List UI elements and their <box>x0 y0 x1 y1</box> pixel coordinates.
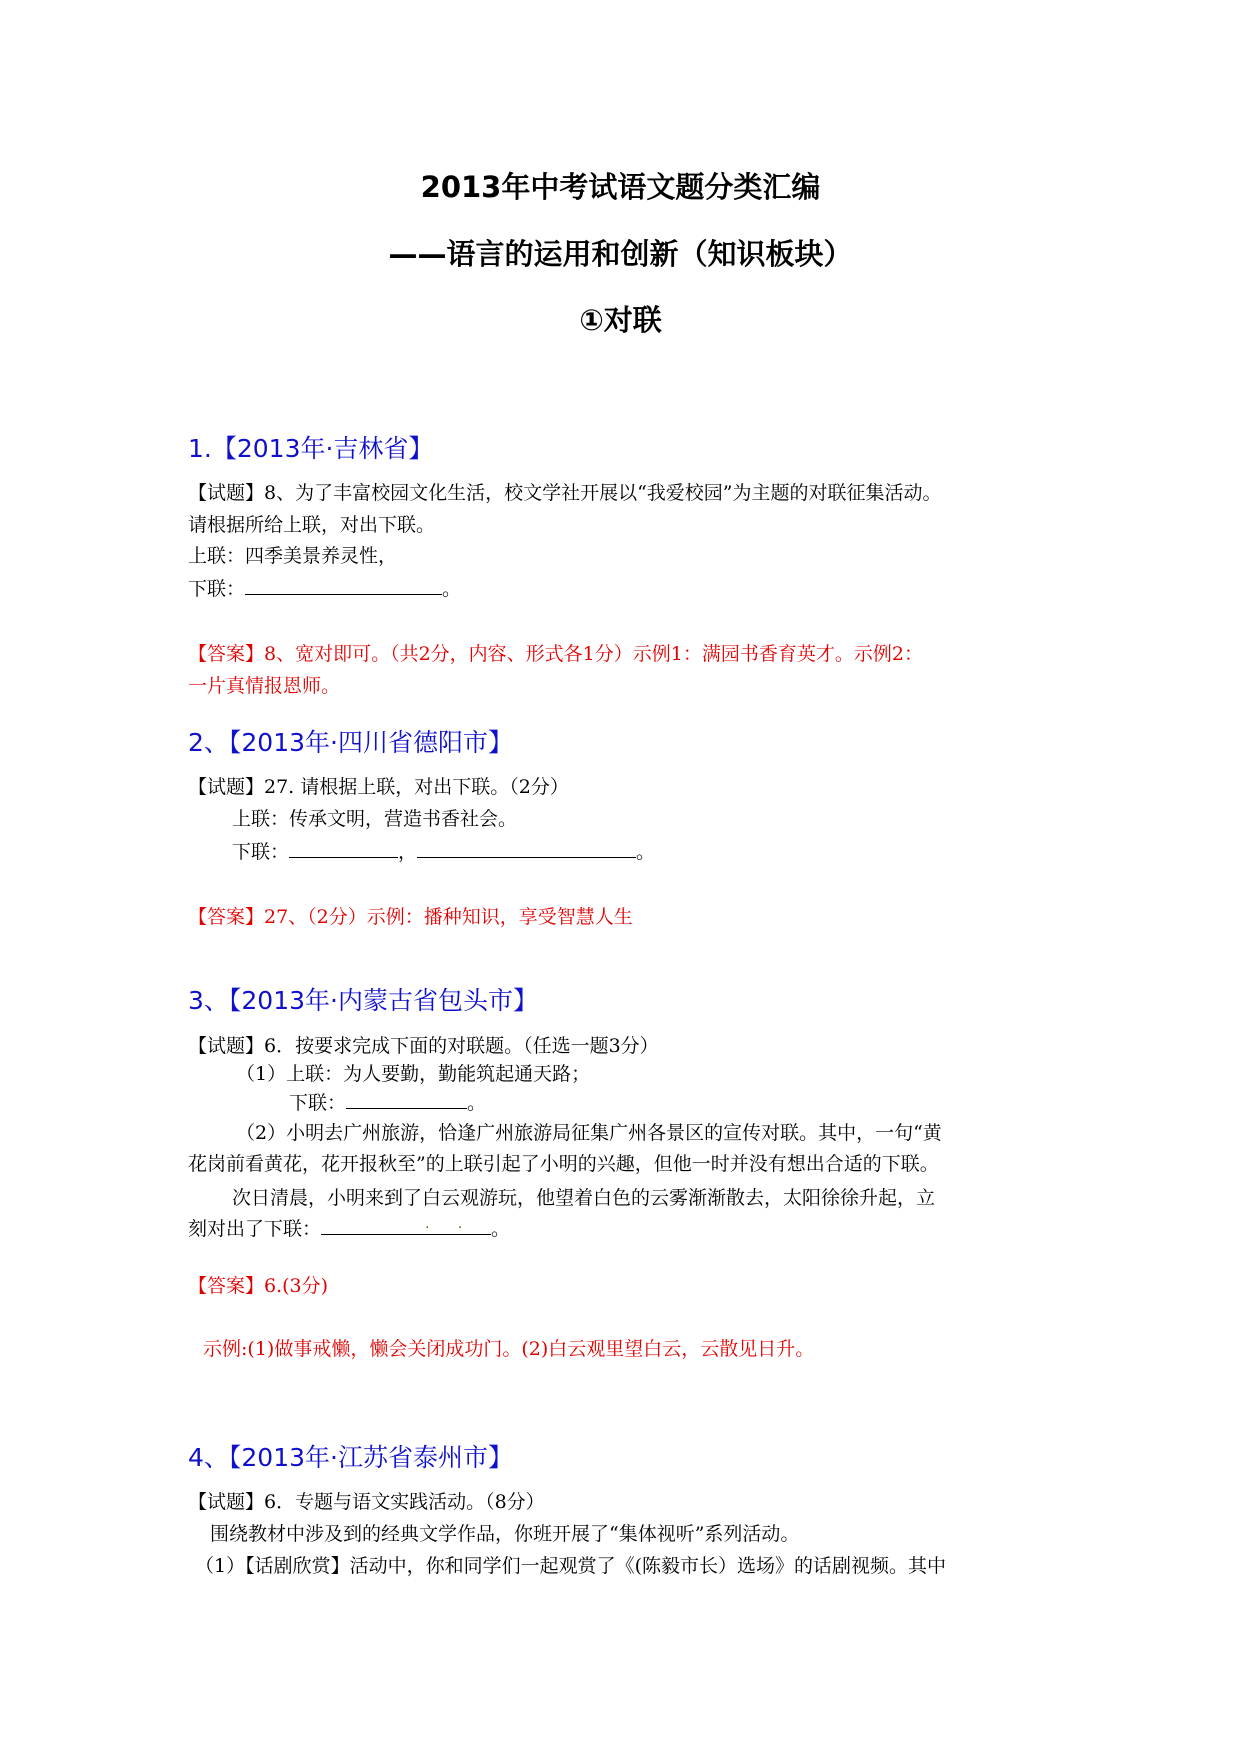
question-4-heading: 4、【2013年·江苏省泰州市】 <box>188 1443 513 1472</box>
answer-1-cont: 一片真情报恩师。 <box>188 675 341 697</box>
question-2-heading: 2、【2013年·四川省德阳市】 <box>188 728 513 757</box>
answer-blank <box>346 1090 467 1109</box>
lower-label: 下联： <box>232 841 290 863</box>
question-2-lower-couplet <box>232 839 655 864</box>
answer-3-example: 示例:(1)做事戒懒，懒会关闭成功门。(2)白云观里望白云，云散见日升。 <box>203 1338 815 1360</box>
question-1-upper-couplet: 上联：四季美景养灵性， <box>188 545 398 567</box>
question-3-sub2: （2）小明去广州旅游，恰逢广州旅游局征集广州各景区的宣传对联。其中，一句“黄 <box>236 1122 942 1144</box>
question-3-sub1-lower <box>289 1090 486 1115</box>
page-subtitle: ——语言的运用和创新（知识板块） <box>388 237 853 271</box>
question-1-text: 【试题】8、为了丰富校园文化生活，校文学社开展以“我爱校园”为主题的对联征集活动。 <box>188 482 942 504</box>
lower-label: 刻对出了下联： <box>188 1218 322 1240</box>
answer-1: 【答案】8、宽对即可。（共2分，内容、形式各1分）示例1：满园书香育英才。示例2： <box>188 643 923 665</box>
question-3-sub1: （1）上联：为人要勤，勤能筑起通天路； <box>236 1063 591 1085</box>
question-2-text: 【试题】27. 请根据上联，对出下联。（2分） <box>188 776 569 798</box>
question-3-sub2-cont: 花岗前看黄花，花开报秋至”的上联引起了小明的兴趣，但他一时并没有想出合适的下联。 <box>188 1153 939 1175</box>
section-title: ①对联 <box>579 303 662 337</box>
answer-2: 【答案】27、（2分）示例：播种知识，享受智慧人生 <box>188 906 633 928</box>
emphasis-dots: . . <box>425 1216 475 1232</box>
question-3-sub2-cont: 次日清晨，小明来到了白云观游玩，他望着白色的云雾渐渐散去，太阳徐徐升起，立 <box>232 1187 936 1209</box>
period: 。 <box>442 578 462 600</box>
question-3-heading: 3、【2013年·内蒙古省包头市】 <box>188 986 538 1015</box>
question-2-upper-couplet: 上联：传承文明，营造书香社会。 <box>232 808 518 830</box>
question-4-sub1: （1）【话剧欣赏】活动中，你和同学们一起观赏了《(陈毅市长）选场》的话剧视频。其中 <box>195 1555 947 1577</box>
answer-3-head: 【答案】6.(3分) <box>188 1275 329 1297</box>
lower-label: 下联： <box>188 578 246 600</box>
comma: ， <box>398 841 418 863</box>
question-4-text: 围绕教材中涉及到的经典文学作品，你班开展了“集体视听”系列活动。 <box>210 1523 800 1545</box>
period: 。 <box>636 841 656 863</box>
period: 。 <box>491 1218 511 1240</box>
answer-blank <box>417 839 636 858</box>
question-1-lower-couplet <box>188 576 461 601</box>
question-3-text: 【试题】6．按要求完成下面的对联题。（任选一题3分） <box>188 1035 659 1057</box>
question-1-text: 请根据所给上联，对出下联。 <box>188 514 436 536</box>
period: 。 <box>467 1092 487 1114</box>
question-1-heading: 1.【2013年·吉林省】 <box>188 434 434 463</box>
page-title: 2013年中考试语文题分类汇编 <box>420 170 821 204</box>
question-4-text: 【试题】6．专题与语文实践活动。（8分） <box>188 1491 545 1513</box>
answer-blank <box>245 576 442 595</box>
answer-blank <box>289 839 398 858</box>
lower-label: 下联： <box>289 1092 347 1114</box>
